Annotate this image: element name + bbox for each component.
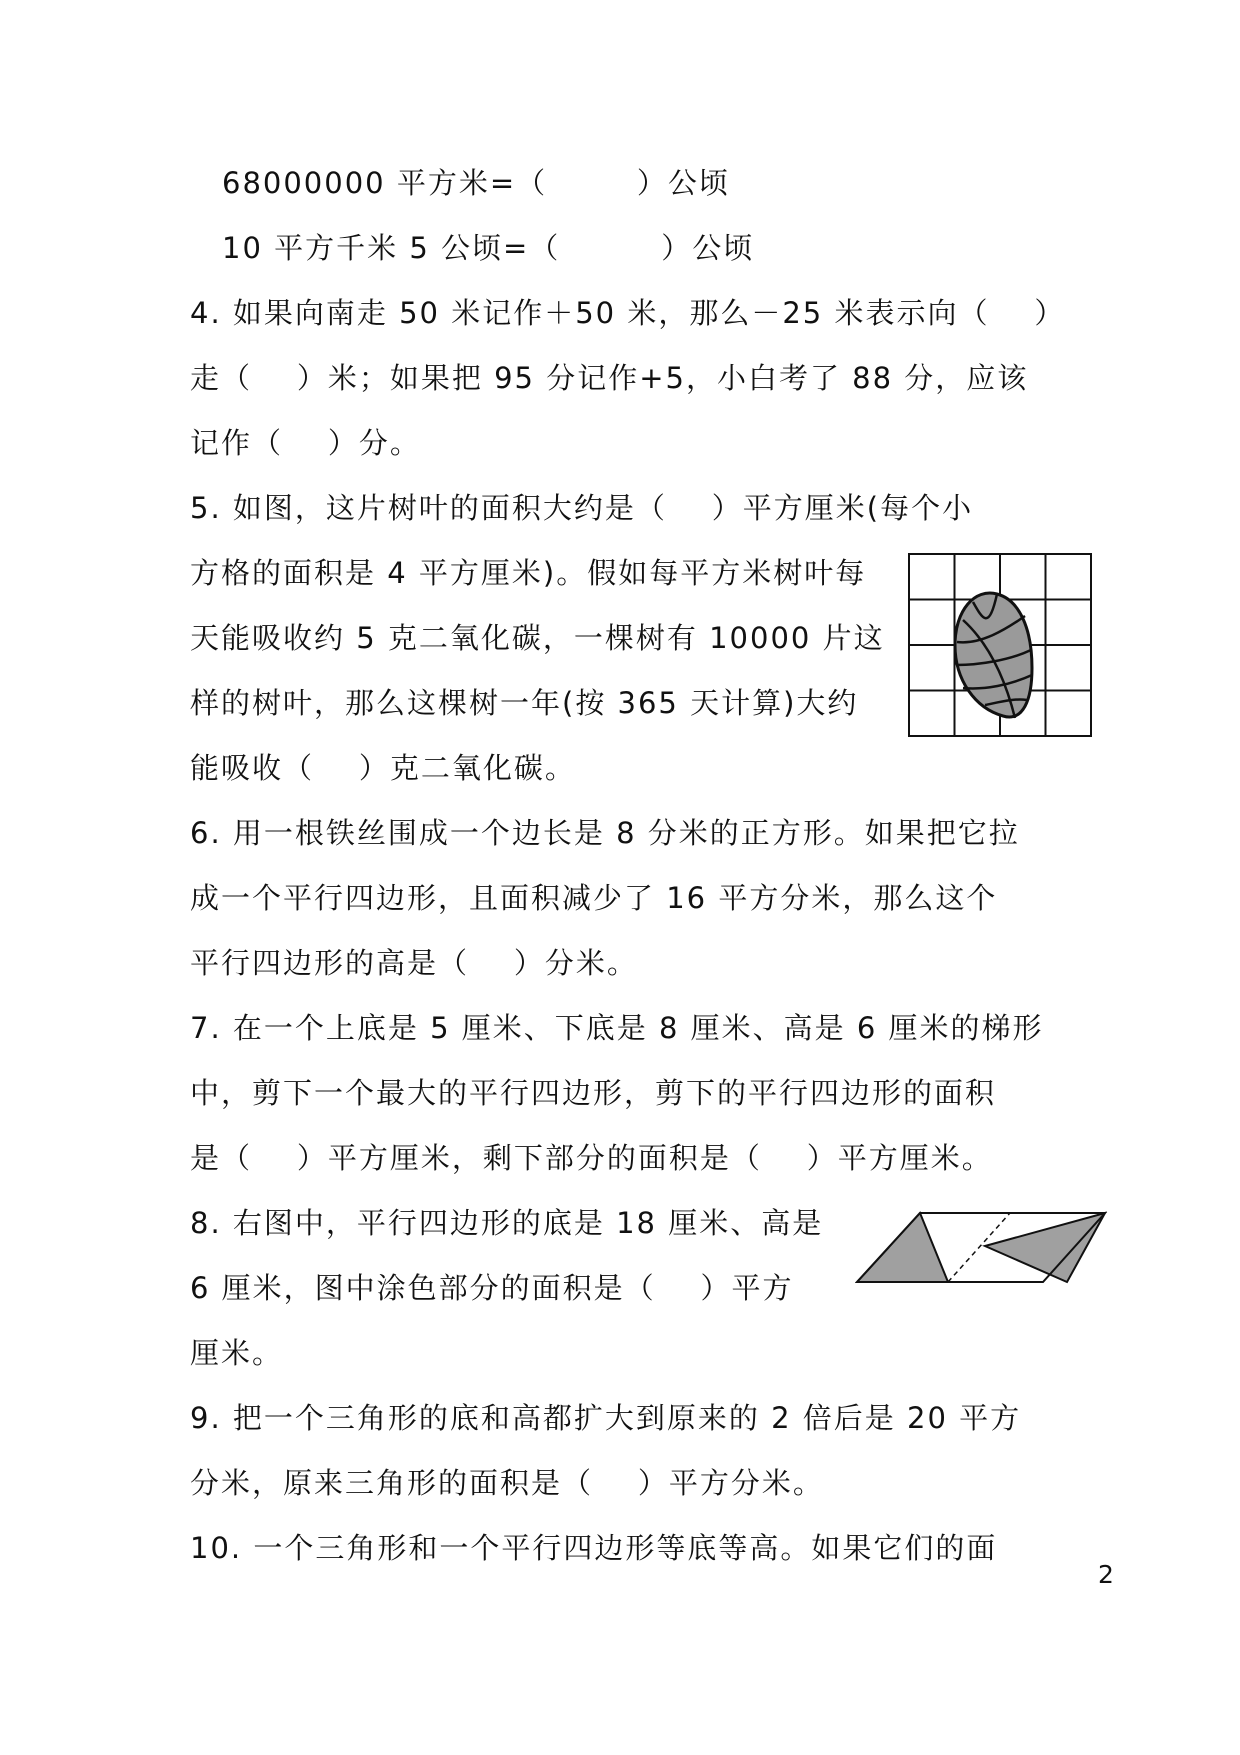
leaf-grid-figure — [905, 550, 1095, 740]
question-6-line-2: 成一个平行四边形，且面积减少了 16 平方分米，那么这个 — [190, 881, 998, 915]
question-4-line-1: 4. 如果向南走 50 米记作＋50 米，那么－25 米表示向（ ） — [190, 296, 1066, 330]
shaded-triangle-left — [857, 1213, 948, 1282]
question-8-line-1: 8. 右图中，平行四边形的底是 18 厘米、高是 — [190, 1206, 824, 1240]
question-5-line-2: 方格的面积是 4 平方厘米)。假如每平方米树叶每 — [190, 556, 867, 590]
question-5-line-3: 天能吸收约 5 克二氧化碳，一棵树有 10000 片这 — [190, 621, 885, 655]
line-1: 68000000 平方米=（ ）公顷 — [222, 166, 730, 200]
question-7-line-3: 是（ ）平方厘米，剩下部分的面积是（ ）平方厘米。 — [190, 1141, 993, 1175]
question-6-line-1: 6. 用一根铁丝围成一个边长是 8 分米的正方形。如果把它拉 — [190, 816, 1020, 850]
question-8-line-2: 6 厘米，图中涂色部分的面积是（ ）平方 — [190, 1271, 794, 1305]
page-number: 2 — [1098, 1560, 1114, 1589]
question-8-line-3: 厘米。 — [190, 1336, 284, 1370]
question-10-line-1: 10. 一个三角形和一个平行四边形等底等高。如果它们的面 — [190, 1531, 998, 1565]
question-5-line-1: 5. 如图，这片树叶的面积大约是（ ）平方厘米(每个小 — [190, 491, 974, 525]
question-7-line-2: 中，剪下一个最大的平行四边形，剪下的平行四边形的面积 — [190, 1076, 997, 1110]
question-9-line-1: 9. 把一个三角形的底和高都扩大到原来的 2 倍后是 20 平方 — [190, 1401, 1022, 1435]
parallelogram-figure — [855, 1210, 1110, 1285]
question-5-line-4: 样的树叶，那么这棵树一年(按 365 天计算)大约 — [190, 686, 859, 720]
question-7-line-1: 7. 在一个上底是 5 厘米、下底是 8 厘米、高是 6 厘米的梯形 — [190, 1011, 1044, 1045]
question-6-line-3: 平行四边形的高是（ ）分米。 — [190, 946, 638, 980]
shaded-triangle-right — [985, 1213, 1105, 1282]
question-4-line-2: 走（ ）米；如果把 95 分记作+5，小白考了 88 分，应该 — [190, 361, 1029, 395]
question-9-line-2: 分米，原来三角形的面积是（ ）平方分米。 — [190, 1466, 824, 1500]
question-4-line-3: 记作（ ）分。 — [190, 426, 421, 460]
line-2: 10 平方千米 5 公顷=（ ）公顷 — [222, 231, 755, 265]
question-5-line-5: 能吸收（ ）克二氧化碳。 — [190, 751, 576, 785]
